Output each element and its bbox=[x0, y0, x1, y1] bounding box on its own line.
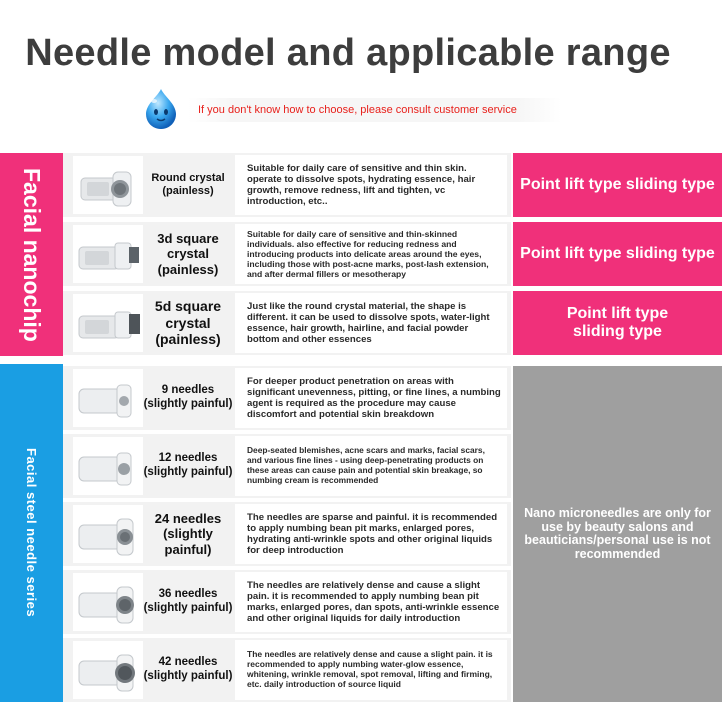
steel-row-9 bbox=[63, 366, 511, 430]
needle-description: The needles are sparse and painful. it is recommended to apply numbing bean pit marks, enlarged pores, hydrating anti-wrinkle spots and other original liquids for deep introduction bbox=[235, 504, 507, 564]
needle-name: 36 needles (slightly painful) bbox=[143, 588, 233, 614]
needle-description: For deeper product penetration on areas with significant unevenness, pitting, or fine lines, a numbing agent is required as the procedure may cause discomfort and potential skin breakdown bbox=[235, 368, 507, 428]
nanochip-type-box: Point lift type sliding type bbox=[513, 291, 722, 355]
needle-description: Just like the round crystal material, the shape is different. it can be used to dissolve spots, water-light essence, hair growth, hairline, and facial powder bottom and other essences bbox=[235, 293, 507, 353]
needle-description: Suitable for daily care of sensitive and thin skin. operate to dissolve spots, hydrating essence, hair growth, remove redness, lift and tighten, vc introduction, etc.. bbox=[235, 155, 507, 215]
steel-row-42 bbox=[63, 638, 511, 702]
steel-usage-note: Nano microneedles are only for use by beauty salons and beauticians/personal use is not recommended bbox=[513, 366, 722, 702]
steel-section-label: Facial steel needle series bbox=[0, 364, 63, 702]
needle-name: 42 needles (slightly painful) bbox=[143, 656, 233, 682]
needle-name: 3d square crystal (painless) bbox=[157, 230, 219, 277]
3d-square-crystal-needle-icon bbox=[73, 225, 143, 283]
round-crystal-needle-icon bbox=[73, 156, 143, 214]
needle-name: 5d square crystal (painless) bbox=[154, 297, 222, 348]
steel-row-12 bbox=[63, 434, 511, 498]
needle-name: 9 needles (slightly painful) bbox=[143, 384, 233, 410]
nanochip-row-3d-square bbox=[63, 222, 511, 286]
needle-name: 24 needles (slightly painful) bbox=[154, 510, 222, 557]
page-title: Needle model and applicable range bbox=[25, 32, 671, 74]
nanochip-type-box: Point lift type sliding type bbox=[513, 153, 722, 217]
nanochip-section-label: Facial nanochip bbox=[0, 153, 63, 356]
12-needle-cartridge-icon bbox=[73, 437, 143, 495]
nanochip-type-box: Point lift type sliding type bbox=[513, 222, 722, 286]
steel-row-24 bbox=[63, 502, 511, 566]
nanochip-row-round bbox=[63, 153, 511, 217]
needle-description: Deep-seated blemishes, acne scars and marks, facial scars, and various fine lines - using deep-penetrating products on these areas can cause pain and potential skin breakage, so numbing cream is recommended bbox=[235, 436, 507, 496]
steel-row-36 bbox=[63, 570, 511, 634]
24-needle-cartridge-icon bbox=[73, 505, 143, 563]
needle-description: The needles are relatively dense and cause a slight pain. it is recommended to apply numbing water-glow essence, whitening, wrinkle removal, spot removal, lifting and firming, etc. daily introduction of source liquid bbox=[235, 640, 507, 700]
consult-hint: If you don't know how to choose, please consult customer service bbox=[188, 98, 562, 122]
water-drop-mascot-icon bbox=[138, 86, 184, 132]
9-needle-cartridge-icon bbox=[73, 369, 143, 427]
needle-description: Suitable for daily care of sensitive and thin-skinned individuals. also effective for reducing redness and introducing products into delicate areas around the eyes, including those with post-acne marks, post-lash extension, and after dermal fillers or mesotherapy bbox=[235, 224, 507, 284]
42-needle-cartridge-icon bbox=[73, 641, 143, 699]
nanochip-row-5d-square bbox=[63, 291, 511, 355]
5d-square-crystal-needle-icon bbox=[73, 294, 143, 352]
36-needle-cartridge-icon bbox=[73, 573, 143, 631]
needle-description: The needles are relatively dense and cause a slight pain. it is recommended to apply numbing bean pit marks, enlarged pores, dan spots, anti-wrinkle essence and other original liquids for daily introduction bbox=[235, 572, 507, 632]
needle-name: 12 needles (slightly painful) bbox=[143, 452, 233, 478]
needle-name: Round crystal (painless) bbox=[151, 171, 225, 197]
